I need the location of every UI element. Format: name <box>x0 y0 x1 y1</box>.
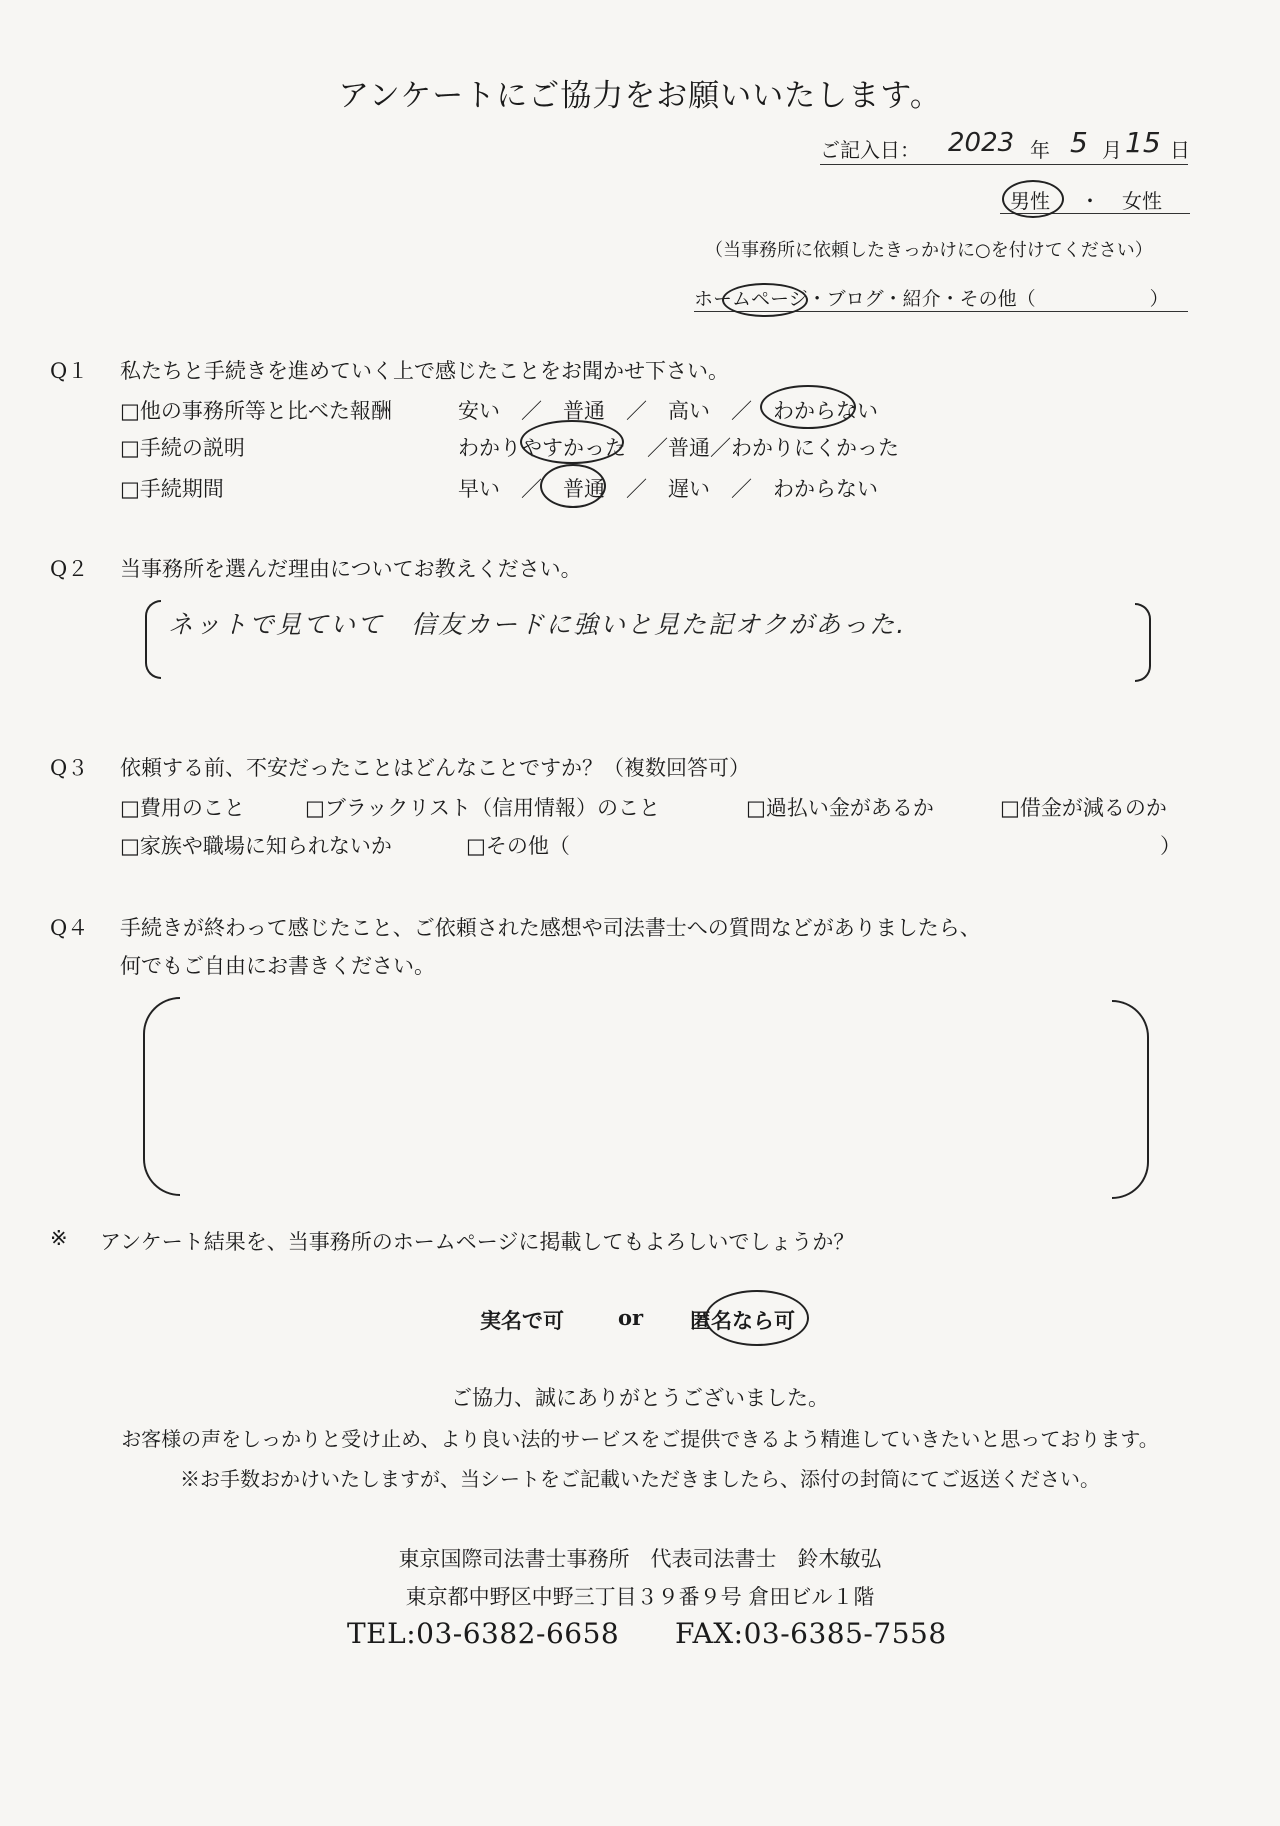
q4-number: Q４ <box>50 916 89 940</box>
office-tel: TEL:03-6382-6658 <box>347 1617 620 1650</box>
office-fax: FAX:03-6385-7558 <box>675 1617 947 1650</box>
trigger-instruction: （当事務所に依頼したきっかけに○を付けてください） <box>705 240 1153 261</box>
office-name: 東京国際司法書士事務所 代表司法書士 鈴木敏弘 <box>398 1547 882 1571</box>
footer-message: お客様の声をしっかりと受け止め、より良い法的サービスをご提供できるよう精進していきたいと思っております。 <box>121 1427 1159 1451</box>
q2-answer-bracket-left <box>145 600 161 679</box>
q3-number: Q３ <box>50 756 89 780</box>
q3-option-debt-reduction: □借金が減るのか <box>1000 796 1167 820</box>
consent-option-real-name: 実名で可 <box>480 1308 564 1333</box>
consent-question: アンケート結果を、当事務所のホームページに掲載してもよろしいでしょうか？ <box>100 1230 855 1254</box>
q1-item-fee-options: 安い ／ 普通 ／ 高い ／ わからない <box>458 399 878 423</box>
survey-title: アンケートにご協力をお願いいたします。 <box>338 78 942 114</box>
q4-text-line1: 手続きが終わって感じたこと、ご依頼された感想や司法書士への質問などがありましたら、 <box>120 916 981 940</box>
q3-option-overpayment: □過払い金があるか <box>746 796 934 820</box>
anonymous-circle-mark <box>705 1290 809 1346</box>
q1-text: 私たちと手続きを進めていく上で感じたことをお聞かせ下さい。 <box>120 359 729 383</box>
q1-item-fee-label: □他の事務所等と比べた報酬 <box>120 399 392 423</box>
gender-female: 女性 <box>1122 189 1162 213</box>
q3-option-family-work: □家族や職場に知られないか <box>120 834 392 858</box>
day-unit: 日 <box>1170 138 1190 162</box>
q2-answer-bracket-right <box>1135 603 1151 682</box>
q1-item-explain-label: □手続の説明 <box>120 436 245 460</box>
date-day: 15 <box>1125 126 1161 159</box>
date-month: 5 <box>1070 126 1088 159</box>
year-unit: 年 <box>1030 138 1050 162</box>
q4-answer-bracket-right <box>1112 1000 1149 1199</box>
gender-male: 男性 <box>1010 189 1050 213</box>
q4-answer-bracket-left <box>143 997 180 1196</box>
footer-note: ※お手数おかけいたしますが、当シートをご記載いただきましたら、添付の封筒にてご返送ください。 <box>180 1467 1100 1491</box>
q3-option-blacklist: □ブラックリスト（信用情報）のこと <box>305 796 660 820</box>
date-year: 2023 <box>948 128 1015 158</box>
footer-thanks: ご協力、誠にありがとうございました。 <box>451 1386 829 1410</box>
office-address: 東京都中野区中野三丁目３９番９号 倉田ビル１階 <box>405 1585 875 1609</box>
consent-option-anonymous: 匿名なら可 <box>690 1308 795 1333</box>
month-unit: 月 <box>1102 138 1122 162</box>
date-line <box>820 126 1190 165</box>
q3-option-cost: □費用のこと <box>120 796 245 820</box>
male-circle-mark <box>1002 180 1064 218</box>
q1-item-period-label: □手続期間 <box>120 477 224 501</box>
q1-item-period-options: 早い ／ 普通 ／ 遅い ／ わからない <box>458 477 878 501</box>
fee-answer-circle-mark <box>760 385 856 429</box>
q3-option-other-close: ） <box>1160 834 1181 858</box>
gender-separator: ・ <box>1080 189 1100 213</box>
date-label: ご記入日： <box>820 138 920 162</box>
consent-mark: ※ <box>50 1226 68 1250</box>
trigger-options: ホームページ・ブログ・紹介・その他（ ） <box>694 284 1188 312</box>
q2-number: Q２ <box>50 557 89 581</box>
q2-answer-text: ネットで見ていて 信友カードに強いと見た記オクがあった. <box>168 610 907 639</box>
q2-text: 当事務所を選んだ理由についてお教えください。 <box>120 557 582 581</box>
q3-text: 依頼する前、不安だったことはどんなことですか？（複数回答可） <box>120 756 750 780</box>
q3-option-other: □その他（ <box>466 834 570 858</box>
q1-number: Q１ <box>50 359 89 383</box>
explain-answer-circle-mark <box>520 420 624 464</box>
period-answer-circle-mark <box>540 464 606 508</box>
homepage-circle-mark <box>722 283 808 317</box>
q4-text-line2: 何でもご自由にお書きください。 <box>120 954 435 978</box>
q1-item-explain-options: わかりやすかった ／普通／わかりにくかった <box>458 436 899 460</box>
consent-or: or <box>618 1305 644 1330</box>
